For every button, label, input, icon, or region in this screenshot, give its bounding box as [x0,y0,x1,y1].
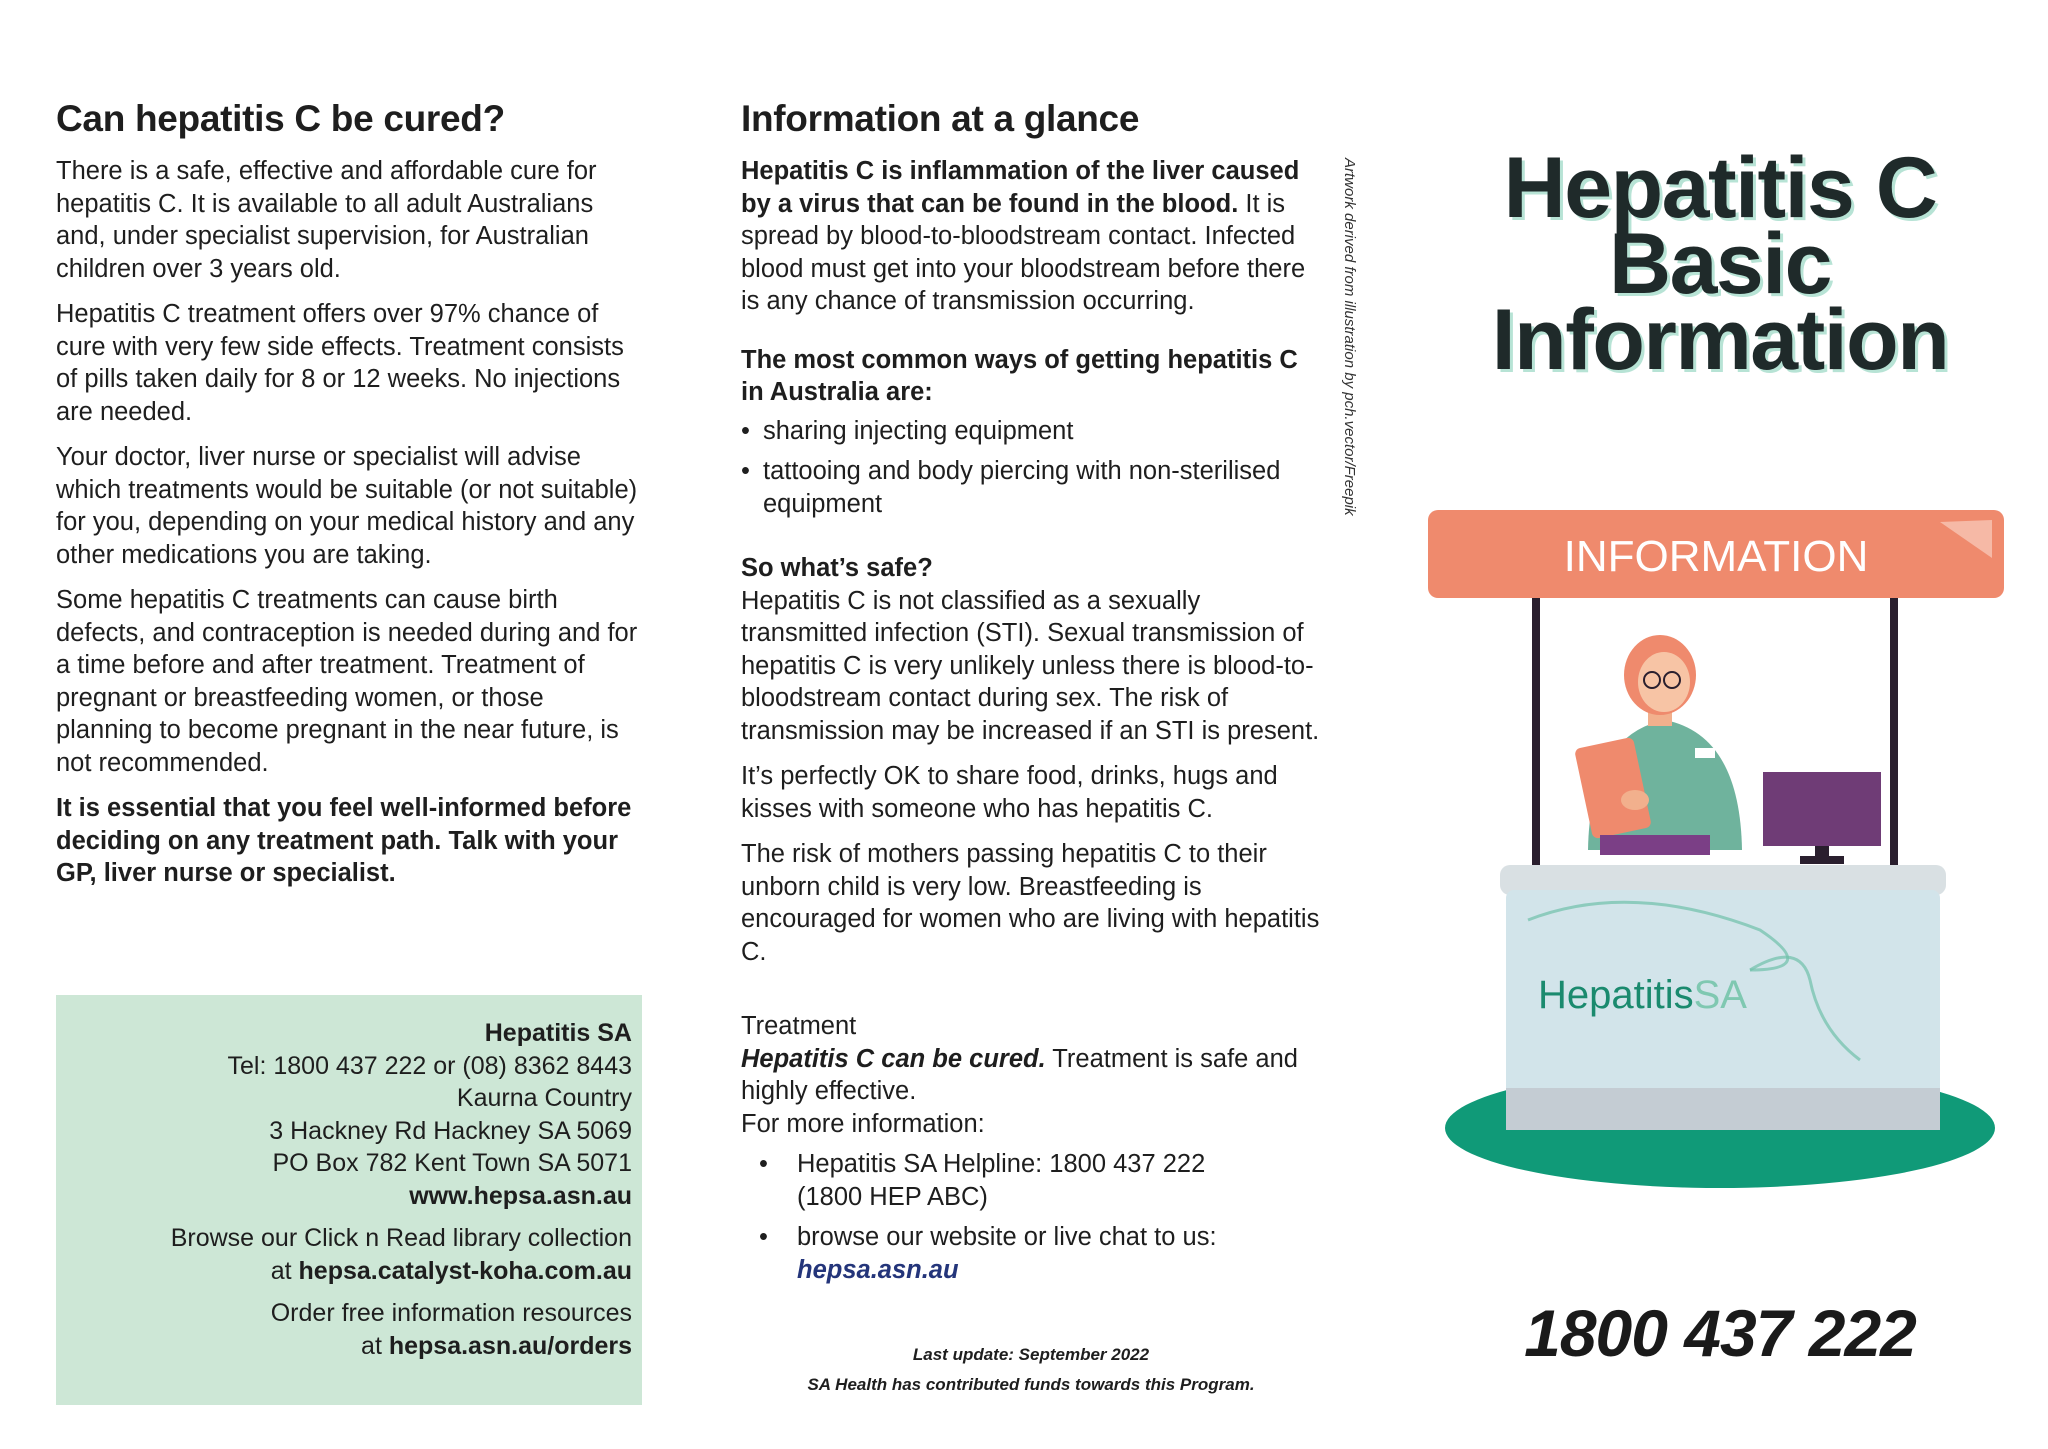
title-line-3: Information [1491,292,1949,388]
helpline-alt: (1800 HEP ABC) [797,1182,988,1211]
library-link[interactable]: hepsa.catalyst-koha.com.au [298,1256,632,1285]
contact-street: 3 Hackney Rd Hackney SA 5069 [269,1116,632,1145]
contact-tel: Tel: 1800 437 222 or (08) 8362 8443 [227,1051,632,1080]
cure-paragraph-2: Hepatitis C treatment offers over 97% chance of cure with very few side effects. Treatment consists of pills taken daily for 8 or 12 weeks. No injections are needed. [56,300,624,426]
treatment-heading: Treatment [741,1012,857,1040]
contact-org: Hepatitis SA [484,1019,632,1047]
safe-paragraph-3: The risk of mothers passing hepatitis C to their unborn child is very low. Breastfeeding is encouraged for women who are living with hepatitis C. [741,840,1320,966]
contact-pobox: PO Box 782 Kent Town SA 5071 [272,1149,632,1177]
artwork-credit: Artwork derived from illustration by pch.vector/Freepik [1341,158,1358,516]
glance-body [741,155,1321,1294]
ways-heading: The most common ways of getting hepatitis C in Australia are: [741,345,1298,406]
more-info: For more information: [741,1109,985,1138]
library-text: Browse our Click n Read library collection [170,1224,632,1252]
cure-paragraph-1: There is a safe, effective and affordable cure for hepatitis C. It is available to all adult Australians and, under specialist supervision, for Australian children over 3 years old. [56,157,597,283]
treatment-bold: Hepatitis C can be cured. [741,1044,1046,1073]
safe-paragraph-1: Hepatitis C is not classified as a sexually transmitted infection (STI). Sexual transmission of hepatitis C is very unlikely unless there is blood-to-bloodstream contact during sex. The risk of transmission may be increased if an STI is present. [741,586,1320,745]
list-item: • sharing injecting equipment [741,415,1321,448]
intro-bold: Hepatitis C is inflammation of the liver caused by a virus that can be found in the blood. [741,157,1300,218]
order-at: at [361,1331,389,1360]
cure-paragraph-3: Your doctor, liver nurse or specialist will advise which treatments would be suitable (or not suitable) for you, depending on your medical history and any other medications you are taking. [56,443,638,569]
website-link[interactable]: hepsa.asn.au [797,1255,959,1284]
ways-list [741,415,1321,521]
cure-heading: Can hepatitis C be cured? [56,98,505,139]
logo-light: SA [1693,973,1747,1017]
cure-paragraph-4: Some hepatitis C treatments can cause birth defects, and contraception is needed during and for a time before and after treatment. Treatment of pregnant or breastfeeding women, or those planning to become pregnant in the near future, is not recommended. [56,586,638,777]
list-item: • tattooing and body piercing with non-sterilised equipment [741,455,1321,520]
cure-body [56,155,646,903]
sign-text: INFORMATION [1563,532,1869,581]
treatment-rest: Treatment is safe and highly effective. [741,1044,1298,1105]
last-update: Last update: September 2022 [912,1345,1150,1364]
contact-country: Kaurna Country [456,1084,632,1112]
list-item [741,1221,1321,1286]
helpline-text: Hepatitis SA Helpline: 1800 437 222 [797,1150,1206,1178]
library-line [56,1222,632,1287]
cure-advice: It is essential that you feel well-informed before deciding on any treatment path. Talk with your GP, liver nurse or specialist. [56,794,632,887]
right-pole [1890,590,1898,870]
monitor-icon [1763,772,1881,864]
order-text: Order free information resources [270,1299,632,1327]
left-pole [1532,590,1540,870]
title-line-2: Basic [1609,216,1831,312]
contact-website-link[interactable]: www.hepsa.asn.au [409,1181,632,1210]
browse-text: browse our website or live chat to us: [797,1223,1217,1251]
contact-box [56,995,642,1405]
library-at: at [270,1256,299,1285]
safe-paragraph-2: It’s perfectly OK to share food, drinks, hugs and kisses with someone who has hepatitis C. [741,762,1278,823]
logo-dark: Hepatitis [1538,973,1694,1017]
staff-person-icon [1574,635,1742,855]
order-link[interactable]: hepsa.asn.au/orders [388,1331,632,1360]
cover-title [1420,140,2020,388]
hepatitis-sa-logo [1538,973,1747,1017]
funding-note: SA Health has contributed funds towards this Program. [807,1375,1255,1394]
treatment-line [741,1043,1321,1108]
cover-phone-number: 1800 437 222 [1524,1296,1916,1370]
intro-paragraph [741,155,1321,318]
intro-rest: It is spread by blood-to-bloodstream contact. Infected blood must get into your bloodstream before there is any chance of transmission occurring. [741,189,1306,315]
info-list [741,1148,1321,1286]
counter-base [1506,1088,1940,1130]
glance-heading: Information at a glance [741,98,1140,139]
safe-heading: So what’s safe? [741,554,933,582]
information-desk-illustration [1420,500,2020,1220]
list-item [741,1148,1321,1213]
order-line [56,1297,632,1362]
title-line-1: Hepatitis C [1503,140,1937,236]
